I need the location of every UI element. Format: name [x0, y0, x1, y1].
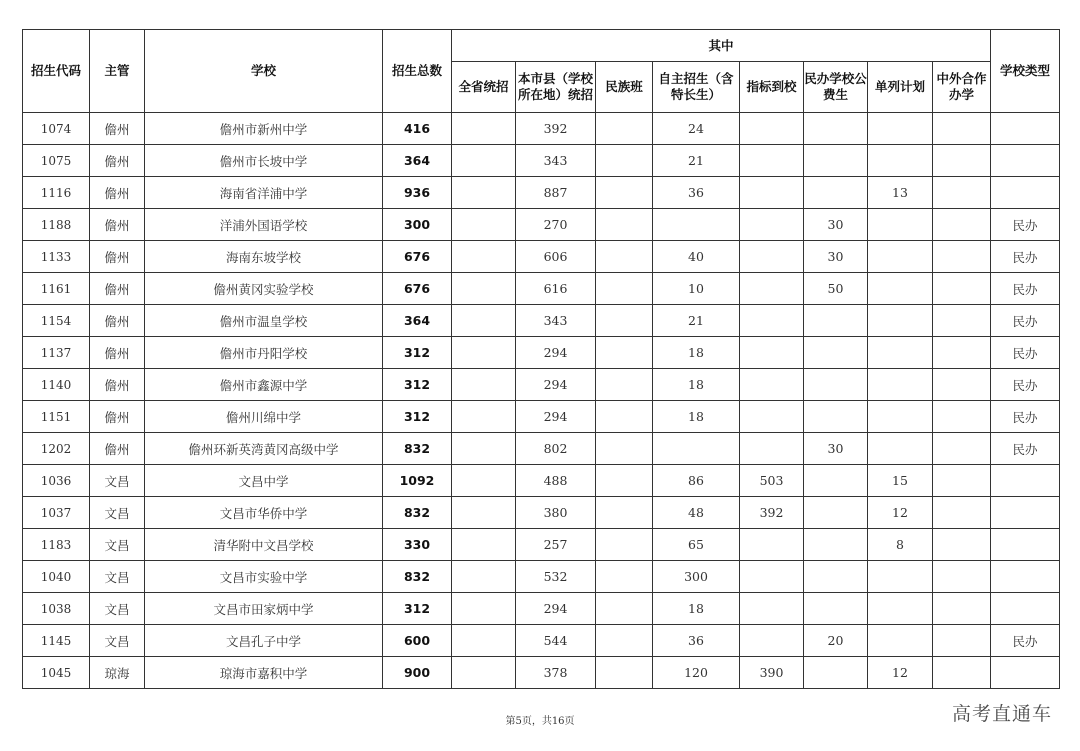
cell-dept: 儋州	[90, 369, 145, 401]
cell-total: 900	[383, 657, 452, 689]
cell-ethnic	[596, 369, 653, 401]
cell-dept: 儋州	[90, 433, 145, 465]
cell-private-public	[804, 369, 868, 401]
table-body	[23, 113, 1060, 689]
cell-sino-foreign	[933, 529, 991, 561]
cell-private-public: 50	[804, 273, 868, 305]
cell-private-public	[804, 145, 868, 177]
cell-dept: 文昌	[90, 561, 145, 593]
cell-sino-foreign	[933, 273, 991, 305]
cell-quota	[740, 529, 804, 561]
cell-quota	[740, 241, 804, 273]
cell-separate	[868, 561, 933, 593]
cell-sino-foreign	[933, 209, 991, 241]
cell-dept: 文昌	[90, 497, 145, 529]
cell-separate: 15	[868, 465, 933, 497]
cell-independent: 18	[653, 593, 740, 625]
header-code: 招生代码	[23, 30, 90, 113]
cell-type	[991, 657, 1060, 689]
cell-province	[452, 241, 516, 273]
cell-separate	[868, 625, 933, 657]
cell-type	[991, 497, 1060, 529]
cell-ethnic	[596, 401, 653, 433]
cell-type: 民办	[991, 625, 1060, 657]
cell-dept: 儋州	[90, 241, 145, 273]
cell-independent: 18	[653, 369, 740, 401]
cell-ethnic	[596, 657, 653, 689]
cell-type: 民办	[991, 241, 1060, 273]
cell-school: 儋州市长坡中学	[145, 145, 383, 177]
cell-dept: 琼海	[90, 657, 145, 689]
cell-sino-foreign	[933, 433, 991, 465]
cell-independent: 21	[653, 145, 740, 177]
cell-independent: 86	[653, 465, 740, 497]
cell-quota	[740, 337, 804, 369]
cell-local: 392	[516, 113, 596, 145]
cell-private-public	[804, 529, 868, 561]
cell-independent: 48	[653, 497, 740, 529]
cell-independent: 36	[653, 625, 740, 657]
cell-type	[991, 113, 1060, 145]
cell-local: 294	[516, 593, 596, 625]
table-row	[23, 369, 1060, 401]
cell-ethnic	[596, 273, 653, 305]
cell-sino-foreign	[933, 593, 991, 625]
cell-local: 606	[516, 241, 596, 273]
cell-type: 民办	[991, 433, 1060, 465]
cell-code: 1036	[23, 465, 90, 497]
cell-local: 802	[516, 433, 596, 465]
cell-type: 民办	[991, 337, 1060, 369]
cell-school: 儋州市新州中学	[145, 113, 383, 145]
cell-quota	[740, 113, 804, 145]
cell-sino-foreign	[933, 497, 991, 529]
cell-private-public	[804, 561, 868, 593]
cell-school: 琼海市嘉积中学	[145, 657, 383, 689]
cell-dept: 儋州	[90, 177, 145, 209]
cell-separate	[868, 593, 933, 625]
cell-independent	[653, 209, 740, 241]
cell-code: 1188	[23, 209, 90, 241]
cell-separate	[868, 209, 933, 241]
cell-school: 清华附中文昌学校	[145, 529, 383, 561]
cell-type	[991, 593, 1060, 625]
table-row	[23, 401, 1060, 433]
cell-province	[452, 561, 516, 593]
header-sino-foreign: 中外合作办学	[933, 62, 991, 113]
table-row	[23, 305, 1060, 337]
table-row	[23, 497, 1060, 529]
cell-private-public	[804, 593, 868, 625]
table-row	[23, 113, 1060, 145]
cell-code: 1074	[23, 113, 90, 145]
cell-quota: 503	[740, 465, 804, 497]
header-type: 学校类型	[991, 30, 1060, 113]
cell-private-public	[804, 337, 868, 369]
cell-type	[991, 465, 1060, 497]
cell-school: 文昌市华侨中学	[145, 497, 383, 529]
table-row	[23, 593, 1060, 625]
cell-private-public: 30	[804, 209, 868, 241]
header-separate: 单列计划	[868, 62, 933, 113]
cell-ethnic	[596, 145, 653, 177]
cell-local: 294	[516, 337, 596, 369]
cell-private-public: 30	[804, 433, 868, 465]
cell-quota	[740, 209, 804, 241]
cell-local: 270	[516, 209, 596, 241]
cell-province	[452, 145, 516, 177]
cell-dept: 儋州	[90, 401, 145, 433]
cell-quota	[740, 369, 804, 401]
cell-sino-foreign	[933, 305, 991, 337]
cell-school: 儋州市丹阳学校	[145, 337, 383, 369]
cell-independent: 24	[653, 113, 740, 145]
cell-school: 海南东坡学校	[145, 241, 383, 273]
cell-total: 600	[383, 625, 452, 657]
header-independent: 自主招生（含特长生）	[653, 62, 740, 113]
cell-quota	[740, 401, 804, 433]
cell-total: 1092	[383, 465, 452, 497]
cell-local: 887	[516, 177, 596, 209]
cell-ethnic	[596, 337, 653, 369]
cell-sino-foreign	[933, 145, 991, 177]
cell-separate	[868, 145, 933, 177]
cell-total: 330	[383, 529, 452, 561]
cell-school: 儋州黄冈实验学校	[145, 273, 383, 305]
cell-local: 343	[516, 145, 596, 177]
cell-ethnic	[596, 433, 653, 465]
table-row	[23, 337, 1060, 369]
cell-school: 洋浦外国语学校	[145, 209, 383, 241]
cell-code: 1075	[23, 145, 90, 177]
cell-independent: 120	[653, 657, 740, 689]
cell-sino-foreign	[933, 241, 991, 273]
table-row	[23, 433, 1060, 465]
table-row	[23, 145, 1060, 177]
cell-quota	[740, 145, 804, 177]
cell-school: 儋州环新英湾黄冈高级中学	[145, 433, 383, 465]
watermark: 高考直通车	[951, 703, 1052, 725]
cell-ethnic	[596, 625, 653, 657]
cell-total: 676	[383, 241, 452, 273]
header-total: 招生总数	[383, 30, 452, 113]
cell-separate	[868, 113, 933, 145]
cell-province	[452, 657, 516, 689]
cell-province	[452, 497, 516, 529]
cell-sino-foreign	[933, 401, 991, 433]
cell-private-public	[804, 177, 868, 209]
cell-quota: 390	[740, 657, 804, 689]
cell-type	[991, 529, 1060, 561]
cell-separate	[868, 401, 933, 433]
cell-total: 364	[383, 305, 452, 337]
cell-separate	[868, 433, 933, 465]
cell-local: 378	[516, 657, 596, 689]
table-row	[23, 273, 1060, 305]
cell-ethnic	[596, 241, 653, 273]
cell-local: 488	[516, 465, 596, 497]
cell-province	[452, 177, 516, 209]
cell-province	[452, 337, 516, 369]
cell-ethnic	[596, 465, 653, 497]
cell-sino-foreign	[933, 465, 991, 497]
cell-code: 1045	[23, 657, 90, 689]
cell-local: 616	[516, 273, 596, 305]
cell-province	[452, 209, 516, 241]
cell-dept: 文昌	[90, 593, 145, 625]
cell-ethnic	[596, 593, 653, 625]
cell-separate	[868, 273, 933, 305]
cell-sino-foreign	[933, 177, 991, 209]
table-row	[23, 529, 1060, 561]
header-among: 其中	[452, 30, 991, 62]
cell-school: 文昌市田家炳中学	[145, 593, 383, 625]
cell-total: 676	[383, 273, 452, 305]
cell-independent: 65	[653, 529, 740, 561]
cell-separate	[868, 305, 933, 337]
table-row	[23, 465, 1060, 497]
cell-private-public: 20	[804, 625, 868, 657]
cell-type: 民办	[991, 401, 1060, 433]
cell-independent: 40	[653, 241, 740, 273]
cell-dept: 儋州	[90, 337, 145, 369]
cell-separate	[868, 369, 933, 401]
cell-type	[991, 561, 1060, 593]
cell-separate: 12	[868, 657, 933, 689]
cell-total: 312	[383, 369, 452, 401]
table-row	[23, 209, 1060, 241]
cell-private-public: 30	[804, 241, 868, 273]
cell-school: 儋州市鑫源中学	[145, 369, 383, 401]
cell-code: 1040	[23, 561, 90, 593]
cell-type: 民办	[991, 369, 1060, 401]
cell-total: 312	[383, 337, 452, 369]
cell-code: 1038	[23, 593, 90, 625]
cell-quota	[740, 433, 804, 465]
cell-dept: 文昌	[90, 529, 145, 561]
cell-sino-foreign	[933, 657, 991, 689]
cell-local: 257	[516, 529, 596, 561]
cell-province	[452, 401, 516, 433]
cell-independent: 18	[653, 337, 740, 369]
header-dept: 主管	[90, 30, 145, 113]
cell-local: 294	[516, 401, 596, 433]
cell-province	[452, 529, 516, 561]
cell-ethnic	[596, 497, 653, 529]
cell-dept: 儋州	[90, 305, 145, 337]
cell-code: 1137	[23, 337, 90, 369]
cell-ethnic	[596, 209, 653, 241]
table-row	[23, 625, 1060, 657]
cell-independent: 10	[653, 273, 740, 305]
cell-local: 532	[516, 561, 596, 593]
cell-province	[452, 433, 516, 465]
cell-code: 1037	[23, 497, 90, 529]
cell-code: 1151	[23, 401, 90, 433]
cell-separate	[868, 241, 933, 273]
cell-quota: 392	[740, 497, 804, 529]
cell-school: 海南省洋浦中学	[145, 177, 383, 209]
cell-school: 文昌市实验中学	[145, 561, 383, 593]
cell-code: 1202	[23, 433, 90, 465]
cell-ethnic	[596, 529, 653, 561]
cell-total: 832	[383, 561, 452, 593]
cell-private-public	[804, 465, 868, 497]
header-private-public: 民办学校公费生	[804, 62, 868, 113]
cell-total: 364	[383, 145, 452, 177]
cell-sino-foreign	[933, 561, 991, 593]
cell-separate	[868, 337, 933, 369]
cell-dept: 文昌	[90, 625, 145, 657]
cell-code: 1116	[23, 177, 90, 209]
cell-quota	[740, 561, 804, 593]
cell-school: 文昌中学	[145, 465, 383, 497]
cell-total: 312	[383, 593, 452, 625]
cell-local: 544	[516, 625, 596, 657]
header-ethnic: 民族班	[596, 62, 653, 113]
cell-school: 文昌孔子中学	[145, 625, 383, 657]
cell-school: 儋州市温皇学校	[145, 305, 383, 337]
cell-dept: 文昌	[90, 465, 145, 497]
enrollment-table	[22, 29, 1060, 689]
cell-code: 1161	[23, 273, 90, 305]
header-school: 学校	[145, 30, 383, 113]
cell-province	[452, 305, 516, 337]
cell-sino-foreign	[933, 625, 991, 657]
header-local: 本市县（学校所在地）统招	[516, 62, 596, 113]
cell-quota	[740, 593, 804, 625]
cell-province	[452, 593, 516, 625]
cell-private-public	[804, 657, 868, 689]
cell-sino-foreign	[933, 337, 991, 369]
table-row	[23, 561, 1060, 593]
cell-type	[991, 177, 1060, 209]
cell-ethnic	[596, 177, 653, 209]
cell-sino-foreign	[933, 369, 991, 401]
cell-type: 民办	[991, 209, 1060, 241]
cell-separate: 12	[868, 497, 933, 529]
cell-ethnic	[596, 561, 653, 593]
cell-school: 儋州川绵中学	[145, 401, 383, 433]
cell-local: 294	[516, 369, 596, 401]
header-quota: 指标到校	[740, 62, 804, 113]
cell-dept: 儋州	[90, 273, 145, 305]
cell-private-public	[804, 113, 868, 145]
cell-separate: 8	[868, 529, 933, 561]
cell-quota	[740, 177, 804, 209]
cell-quota	[740, 305, 804, 337]
cell-total: 312	[383, 401, 452, 433]
cell-type: 民办	[991, 273, 1060, 305]
cell-quota	[740, 625, 804, 657]
cell-private-public	[804, 497, 868, 529]
cell-local: 343	[516, 305, 596, 337]
cell-sino-foreign	[933, 113, 991, 145]
cell-province	[452, 273, 516, 305]
cell-code: 1145	[23, 625, 90, 657]
header-province: 全省统招	[452, 62, 516, 113]
page-footer: 第5页，共16页	[505, 716, 575, 727]
cell-dept: 儋州	[90, 209, 145, 241]
table-header	[23, 30, 1060, 113]
table-row	[23, 177, 1060, 209]
cell-total: 416	[383, 113, 452, 145]
cell-independent: 300	[653, 561, 740, 593]
cell-code: 1154	[23, 305, 90, 337]
cell-private-public	[804, 401, 868, 433]
cell-independent: 18	[653, 401, 740, 433]
cell-province	[452, 369, 516, 401]
cell-separate: 13	[868, 177, 933, 209]
cell-total: 300	[383, 209, 452, 241]
cell-code: 1133	[23, 241, 90, 273]
cell-total: 936	[383, 177, 452, 209]
cell-ethnic	[596, 113, 653, 145]
cell-independent	[653, 433, 740, 465]
cell-dept: 儋州	[90, 145, 145, 177]
cell-total: 832	[383, 497, 452, 529]
cell-code: 1140	[23, 369, 90, 401]
cell-quota	[740, 273, 804, 305]
cell-independent: 36	[653, 177, 740, 209]
cell-total: 832	[383, 433, 452, 465]
cell-province	[452, 465, 516, 497]
cell-code: 1183	[23, 529, 90, 561]
cell-independent: 21	[653, 305, 740, 337]
cell-type	[991, 145, 1060, 177]
cell-province	[452, 113, 516, 145]
cell-local: 380	[516, 497, 596, 529]
table-row	[23, 657, 1060, 689]
cell-dept: 儋州	[90, 113, 145, 145]
cell-province	[452, 625, 516, 657]
cell-type: 民办	[991, 305, 1060, 337]
table-row	[23, 241, 1060, 273]
cell-private-public	[804, 305, 868, 337]
cell-ethnic	[596, 305, 653, 337]
